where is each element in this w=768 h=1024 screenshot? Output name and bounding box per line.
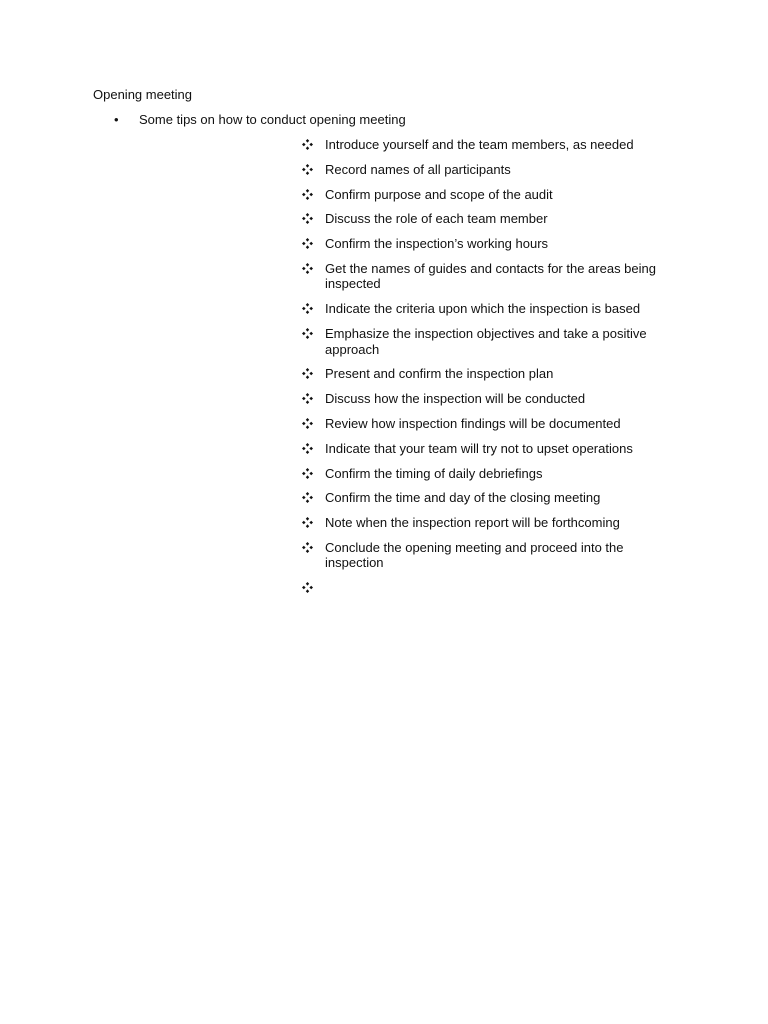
four-diamond-bullet-icon xyxy=(302,515,314,530)
tip-text: Discuss the role of each team member xyxy=(325,211,548,227)
four-diamond-bullet-icon xyxy=(302,416,314,431)
tip-text: Get the names of guides and contacts for the areas being inspected xyxy=(325,260,656,292)
tip-item xyxy=(300,490,670,506)
four-diamond-bullet-icon xyxy=(302,301,314,316)
tip-item xyxy=(300,261,670,292)
tip-text: Record names of all participants xyxy=(325,161,511,177)
tip-item xyxy=(300,236,670,252)
four-diamond-bullet-icon xyxy=(302,187,314,202)
four-diamond-bullet-icon xyxy=(302,162,314,177)
tip-item xyxy=(300,466,670,482)
four-diamond-bullet-icon xyxy=(302,580,314,595)
tip-item xyxy=(300,441,670,457)
tip-item xyxy=(300,301,670,317)
tip-text: Discuss how the inspection will be conducted xyxy=(325,391,586,407)
four-diamond-bullet-icon xyxy=(302,137,314,152)
four-diamond-bullet-icon xyxy=(302,391,314,406)
four-diamond-bullet-icon xyxy=(302,211,314,226)
four-diamond-bullet-icon xyxy=(302,236,314,251)
tip-item xyxy=(300,326,670,357)
four-diamond-bullet-icon xyxy=(302,366,314,381)
bullet-dot-icon: • xyxy=(114,112,119,127)
tip-text: Confirm purpose and scope of the audit xyxy=(325,186,553,202)
tip-text: Indicate that your team will try not to upset operations xyxy=(325,440,633,456)
tip-text: Confirm the timing of daily debriefings xyxy=(325,465,543,481)
tips-list xyxy=(300,137,670,605)
tip-text: Confirm the inspection’s working hours xyxy=(325,236,549,252)
tip-item xyxy=(300,515,670,531)
tip-item xyxy=(300,137,670,153)
tip-text: Emphasize the inspection objectives and take a positive approach xyxy=(325,326,647,357)
tip-text: Introduce yourself and the team members, as needed xyxy=(325,137,634,152)
tip-text: Conclude the opening meeting and proceed into the inspection xyxy=(325,539,624,571)
four-diamond-bullet-icon xyxy=(302,261,314,276)
tip-text: Confirm the time and day of the closing meeting xyxy=(325,490,601,506)
tip-text: Present and confirm the inspection plan xyxy=(325,366,554,382)
tip-item xyxy=(300,580,670,596)
four-diamond-bullet-icon xyxy=(302,441,314,456)
tip-item xyxy=(300,162,670,178)
four-diamond-bullet-icon xyxy=(302,466,314,481)
tip-text: Indicate the criteria upon which the inspection is based xyxy=(325,301,641,317)
tip-item xyxy=(300,187,670,203)
tip-text: Note when the inspection report will be forthcoming xyxy=(325,515,620,531)
tip-item xyxy=(300,391,670,407)
tip-item xyxy=(300,540,670,571)
four-diamond-bullet-icon xyxy=(302,326,314,341)
four-diamond-bullet-icon xyxy=(302,540,314,555)
tip-item xyxy=(300,211,670,227)
bullet-text: Some tips on how to conduct opening meeting xyxy=(139,112,406,127)
four-diamond-bullet-icon xyxy=(302,490,314,505)
bullet-item xyxy=(114,112,406,128)
tip-text: Review how inspection findings will be documented xyxy=(325,415,621,431)
tip-item xyxy=(300,416,670,432)
section-heading: Opening meeting xyxy=(93,87,193,102)
tip-item xyxy=(300,366,670,382)
